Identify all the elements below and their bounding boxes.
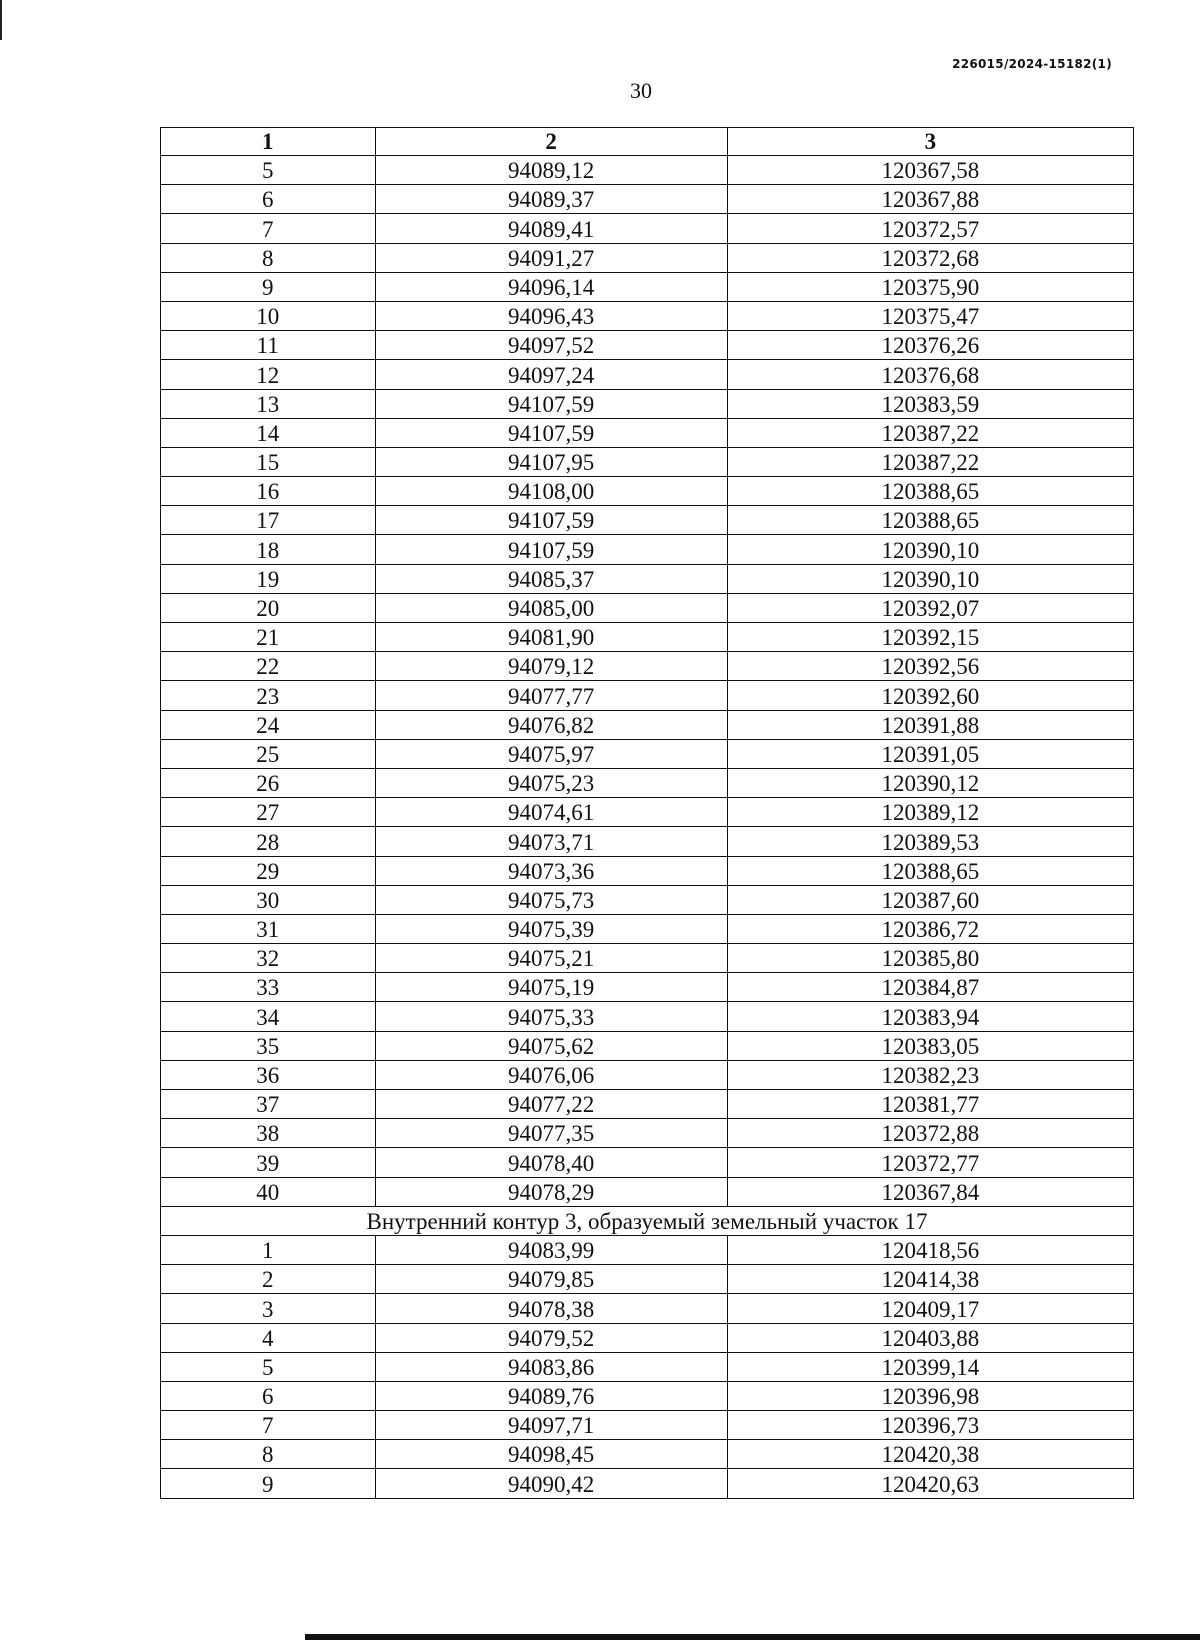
table-row — [161, 885, 1134, 914]
point-number-cell: 11 — [161, 331, 376, 360]
y-coordinate-cell: 120384,87 — [727, 973, 1133, 1002]
x-coordinate-cell: 94078,40 — [375, 1148, 727, 1177]
x-coordinate-cell: 94078,38 — [375, 1294, 727, 1323]
y-coordinate-cell: 120396,98 — [727, 1381, 1133, 1410]
y-coordinate-cell: 120375,90 — [727, 272, 1133, 301]
x-coordinate-cell: 94073,36 — [375, 856, 727, 885]
x-coordinate-cell: 94089,76 — [375, 1381, 727, 1410]
scan-bottom-edge — [305, 1634, 1200, 1640]
table-row — [161, 418, 1134, 447]
column-header-2: 2 — [375, 128, 727, 156]
point-number-cell: 28 — [161, 827, 376, 856]
point-number-cell: 39 — [161, 1148, 376, 1177]
table-row — [161, 652, 1134, 681]
point-number-cell: 32 — [161, 944, 376, 973]
y-coordinate-cell: 120403,88 — [727, 1323, 1133, 1352]
y-coordinate-cell: 120391,05 — [727, 739, 1133, 768]
y-coordinate-cell: 120367,58 — [727, 156, 1133, 185]
table-row — [161, 973, 1134, 1002]
scan-edge-mark — [0, 0, 2, 40]
x-coordinate-cell: 94076,06 — [375, 1060, 727, 1089]
x-coordinate-cell: 94089,37 — [375, 185, 727, 214]
y-coordinate-cell: 120376,68 — [727, 360, 1133, 389]
point-number-cell: 26 — [161, 768, 376, 797]
table-row — [161, 827, 1134, 856]
table-row — [161, 506, 1134, 535]
y-coordinate-cell: 120392,60 — [727, 681, 1133, 710]
table-header-row — [161, 128, 1134, 156]
table-row — [161, 214, 1134, 243]
y-coordinate-cell: 120382,23 — [727, 1060, 1133, 1089]
y-coordinate-cell: 120392,56 — [727, 652, 1133, 681]
x-coordinate-cell: 94097,52 — [375, 331, 727, 360]
x-coordinate-cell: 94075,21 — [375, 944, 727, 973]
point-number-cell: 12 — [161, 360, 376, 389]
x-coordinate-cell: 94091,27 — [375, 243, 727, 272]
point-number-cell: 27 — [161, 798, 376, 827]
y-coordinate-cell: 120418,56 — [727, 1235, 1133, 1264]
x-coordinate-cell: 94083,99 — [375, 1235, 727, 1264]
x-coordinate-cell: 94089,12 — [375, 156, 727, 185]
point-number-cell: 8 — [161, 243, 376, 272]
y-coordinate-cell: 120376,26 — [727, 331, 1133, 360]
x-coordinate-cell: 94075,62 — [375, 1031, 727, 1060]
y-coordinate-cell: 120388,65 — [727, 477, 1133, 506]
point-number-cell: 6 — [161, 185, 376, 214]
table-row — [161, 360, 1134, 389]
table-row — [161, 1177, 1134, 1206]
table-row — [161, 389, 1134, 418]
y-coordinate-cell: 120391,88 — [727, 710, 1133, 739]
table-body — [161, 156, 1134, 1499]
x-coordinate-cell: 94097,71 — [375, 1411, 727, 1440]
x-coordinate-cell: 94076,82 — [375, 710, 727, 739]
x-coordinate-cell: 94107,95 — [375, 447, 727, 476]
table-row — [161, 593, 1134, 622]
table-row — [161, 739, 1134, 768]
coordinates-table — [160, 127, 1134, 1499]
x-coordinate-cell: 94096,14 — [375, 272, 727, 301]
x-coordinate-cell: 94079,12 — [375, 652, 727, 681]
y-coordinate-cell: 120383,59 — [727, 389, 1133, 418]
y-coordinate-cell: 120372,57 — [727, 214, 1133, 243]
y-coordinate-cell: 120383,94 — [727, 1002, 1133, 1031]
table-row — [161, 1352, 1134, 1381]
table-row — [161, 681, 1134, 710]
x-coordinate-cell: 94107,59 — [375, 535, 727, 564]
x-coordinate-cell: 94108,00 — [375, 477, 727, 506]
x-coordinate-cell: 94085,37 — [375, 564, 727, 593]
point-number-cell: 1 — [161, 1235, 376, 1264]
point-number-cell: 33 — [161, 973, 376, 1002]
point-number-cell: 14 — [161, 418, 376, 447]
point-number-cell: 3 — [161, 1294, 376, 1323]
point-number-cell: 2 — [161, 1265, 376, 1294]
table-row — [161, 156, 1134, 185]
point-number-cell: 8 — [161, 1440, 376, 1469]
table-row — [161, 1381, 1134, 1410]
x-coordinate-cell: 94078,29 — [375, 1177, 727, 1206]
x-coordinate-cell: 94075,73 — [375, 885, 727, 914]
table-row — [161, 243, 1134, 272]
document-id: 226015/2024-15182(1) — [952, 57, 1112, 71]
table-row — [161, 1090, 1134, 1119]
point-number-cell: 6 — [161, 1381, 376, 1410]
table-row — [161, 331, 1134, 360]
x-coordinate-cell: 94073,71 — [375, 827, 727, 856]
y-coordinate-cell: 120390,12 — [727, 768, 1133, 797]
x-coordinate-cell: 94083,86 — [375, 1352, 727, 1381]
table-row — [161, 710, 1134, 739]
point-number-cell: 4 — [161, 1323, 376, 1352]
y-coordinate-cell: 120388,65 — [727, 506, 1133, 535]
table-row — [161, 564, 1134, 593]
x-coordinate-cell: 94079,52 — [375, 1323, 727, 1352]
x-coordinate-cell: 94075,97 — [375, 739, 727, 768]
point-number-cell: 37 — [161, 1090, 376, 1119]
y-coordinate-cell: 120389,53 — [727, 827, 1133, 856]
table-row — [161, 1002, 1134, 1031]
table-row — [161, 185, 1134, 214]
point-number-cell: 35 — [161, 1031, 376, 1060]
y-coordinate-cell: 120388,65 — [727, 856, 1133, 885]
table-row — [161, 535, 1134, 564]
y-coordinate-cell: 120409,17 — [727, 1294, 1133, 1323]
x-coordinate-cell: 94090,42 — [375, 1469, 727, 1498]
x-coordinate-cell: 94107,59 — [375, 506, 727, 535]
point-number-cell: 36 — [161, 1060, 376, 1089]
x-coordinate-cell: 94077,77 — [375, 681, 727, 710]
y-coordinate-cell: 120386,72 — [727, 914, 1133, 943]
y-coordinate-cell: 120385,80 — [727, 944, 1133, 973]
point-number-cell: 40 — [161, 1177, 376, 1206]
x-coordinate-cell: 94107,59 — [375, 389, 727, 418]
x-coordinate-cell: 94096,43 — [375, 301, 727, 330]
point-number-cell: 29 — [161, 856, 376, 885]
table-row — [161, 623, 1134, 652]
table-row — [161, 447, 1134, 476]
y-coordinate-cell: 120390,10 — [727, 535, 1133, 564]
x-coordinate-cell: 94074,61 — [375, 798, 727, 827]
y-coordinate-cell: 120387,22 — [727, 447, 1133, 476]
y-coordinate-cell: 120383,05 — [727, 1031, 1133, 1060]
table-row — [161, 301, 1134, 330]
x-coordinate-cell: 94081,90 — [375, 623, 727, 652]
point-number-cell: 5 — [161, 156, 376, 185]
x-coordinate-cell: 94075,19 — [375, 973, 727, 1002]
point-number-cell: 9 — [161, 1469, 376, 1498]
table-row — [161, 1323, 1134, 1352]
x-coordinate-cell: 94098,45 — [375, 1440, 727, 1469]
point-number-cell: 7 — [161, 214, 376, 243]
table-row — [161, 1031, 1134, 1060]
point-number-cell: 19 — [161, 564, 376, 593]
y-coordinate-cell: 120420,63 — [727, 1469, 1133, 1498]
table-row — [161, 272, 1134, 301]
point-number-cell: 17 — [161, 506, 376, 535]
table-row — [161, 944, 1134, 973]
y-coordinate-cell: 120392,15 — [727, 623, 1133, 652]
x-coordinate-cell: 94097,24 — [375, 360, 727, 389]
y-coordinate-cell: 120381,77 — [727, 1090, 1133, 1119]
point-number-cell: 30 — [161, 885, 376, 914]
section-row — [161, 1206, 1134, 1235]
table-row — [161, 1469, 1134, 1498]
table-row — [161, 1119, 1134, 1148]
page-number: 30 — [630, 78, 652, 103]
point-number-cell: 9 — [161, 272, 376, 301]
y-coordinate-cell: 120389,12 — [727, 798, 1133, 827]
table-row — [161, 1060, 1134, 1089]
point-number-cell: 16 — [161, 477, 376, 506]
table-row — [161, 1294, 1134, 1323]
y-coordinate-cell: 120372,68 — [727, 243, 1133, 272]
x-coordinate-cell: 94077,22 — [375, 1090, 727, 1119]
x-coordinate-cell: 94075,39 — [375, 914, 727, 943]
point-number-cell: 5 — [161, 1352, 376, 1381]
table-header — [161, 128, 1134, 156]
table-row — [161, 914, 1134, 943]
point-number-cell: 20 — [161, 593, 376, 622]
table-row — [161, 1265, 1134, 1294]
point-number-cell: 24 — [161, 710, 376, 739]
table-row — [161, 768, 1134, 797]
y-coordinate-cell: 120387,22 — [727, 418, 1133, 447]
x-coordinate-cell: 94075,33 — [375, 1002, 727, 1031]
point-number-cell: 7 — [161, 1411, 376, 1440]
point-number-cell: 21 — [161, 623, 376, 652]
table-row — [161, 1148, 1134, 1177]
y-coordinate-cell: 120367,88 — [727, 185, 1133, 214]
table-row — [161, 856, 1134, 885]
y-coordinate-cell: 120396,73 — [727, 1411, 1133, 1440]
table-row — [161, 1440, 1134, 1469]
y-coordinate-cell: 120372,88 — [727, 1119, 1133, 1148]
point-number-cell: 15 — [161, 447, 376, 476]
x-coordinate-cell: 94107,59 — [375, 418, 727, 447]
point-number-cell: 23 — [161, 681, 376, 710]
section-title: Внутренний контур 3, образуемый земельный участок 17 — [161, 1206, 1134, 1235]
point-number-cell: 10 — [161, 301, 376, 330]
y-coordinate-cell: 120390,10 — [727, 564, 1133, 593]
x-coordinate-cell: 94075,23 — [375, 768, 727, 797]
y-coordinate-cell: 120372,77 — [727, 1148, 1133, 1177]
y-coordinate-cell: 120392,07 — [727, 593, 1133, 622]
y-coordinate-cell: 120399,14 — [727, 1352, 1133, 1381]
y-coordinate-cell: 120414,38 — [727, 1265, 1133, 1294]
y-coordinate-cell: 120387,60 — [727, 885, 1133, 914]
point-number-cell: 18 — [161, 535, 376, 564]
point-number-cell: 13 — [161, 389, 376, 418]
point-number-cell: 22 — [161, 652, 376, 681]
x-coordinate-cell: 94085,00 — [375, 593, 727, 622]
x-coordinate-cell: 94089,41 — [375, 214, 727, 243]
table-row — [161, 477, 1134, 506]
table-row — [161, 1411, 1134, 1440]
table-row — [161, 798, 1134, 827]
y-coordinate-cell: 120375,47 — [727, 301, 1133, 330]
point-number-cell: 31 — [161, 914, 376, 943]
point-number-cell: 25 — [161, 739, 376, 768]
y-coordinate-cell: 120420,38 — [727, 1440, 1133, 1469]
point-number-cell: 38 — [161, 1119, 376, 1148]
y-coordinate-cell: 120367,84 — [727, 1177, 1133, 1206]
column-header-1: 1 — [161, 128, 376, 156]
table-row — [161, 1235, 1134, 1264]
point-number-cell: 34 — [161, 1002, 376, 1031]
x-coordinate-cell: 94077,35 — [375, 1119, 727, 1148]
x-coordinate-cell: 94079,85 — [375, 1265, 727, 1294]
column-header-3: 3 — [727, 128, 1133, 156]
